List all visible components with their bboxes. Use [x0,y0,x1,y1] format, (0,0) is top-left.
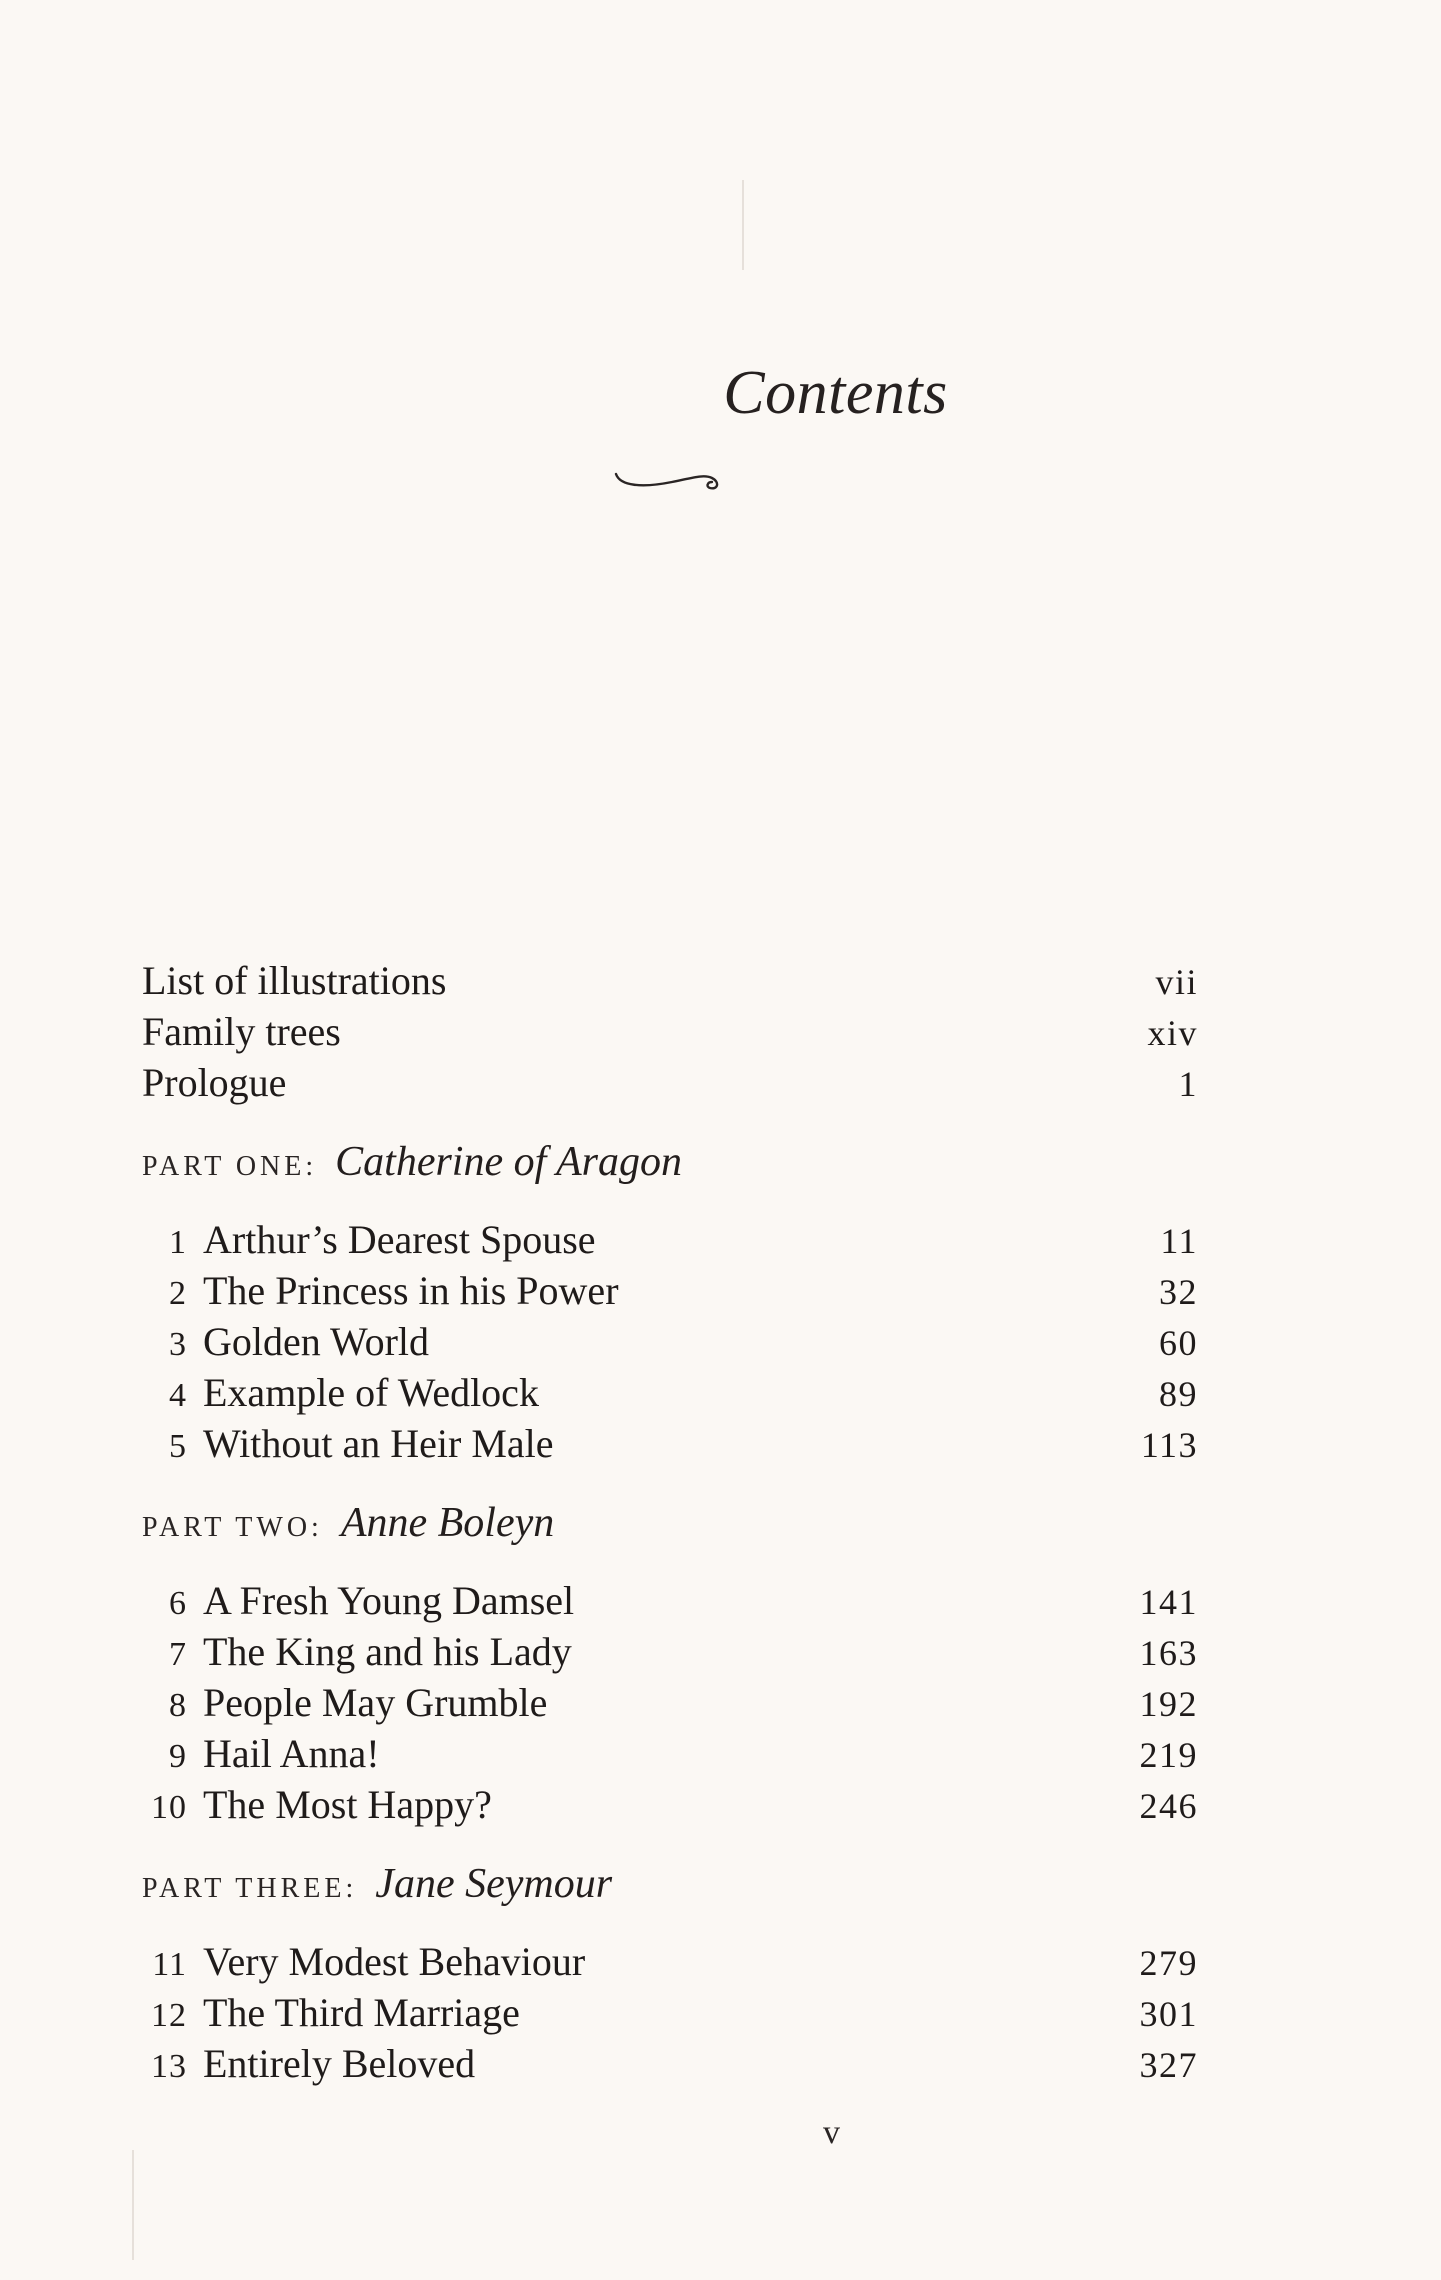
entry-page: xiv [1147,1013,1198,1053]
chapter-page: 163 [1139,1633,1198,1673]
chapter-page: 192 [1139,1684,1198,1724]
chapter-number: 13 [151,2048,187,2085]
chapter-entry[interactable] [142,1418,1200,1469]
chapter-page: 327 [1139,2045,1198,2085]
chapter-page: 89 [1159,1374,1198,1414]
chapter-title: People May Grumble [203,1680,548,1725]
chapter-entry[interactable] [142,1626,1200,1677]
chapter-number: 11 [152,1946,187,1983]
chapter-page: 219 [1139,1735,1198,1775]
toc-entry-illustrations[interactable] [142,955,1200,1006]
scan-artifact [742,180,744,270]
chapter-entry[interactable] [142,1214,1200,1265]
chapter-number: 12 [151,1997,187,2034]
part-label: PART TWO: [142,1512,323,1543]
chapter-number: 6 [169,1585,187,1622]
chapter-entry[interactable] [142,1936,1200,1987]
chapter-page: 11 [1160,1221,1198,1261]
chapter-number: 2 [169,1275,187,1312]
chapter-page: 279 [1139,1943,1198,1983]
chapter-entry[interactable] [142,2038,1200,2089]
chapter-entry[interactable] [142,1987,1200,2038]
part-label: PART ONE: [142,1151,318,1182]
chapter-title: The Third Marriage [203,1990,520,2035]
chapter-entry[interactable] [142,1367,1200,1418]
chapter-title: Entirely Beloved [203,2041,476,2086]
part-heading [142,1495,1200,1551]
page-number: v [823,2114,840,2151]
chapter-page: 141 [1139,1582,1198,1622]
chapter-number: 9 [169,1738,187,1775]
chapter-page: 32 [1159,1272,1198,1312]
entry-title: Prologue [142,1060,287,1105]
page-title: Contents [723,359,948,427]
part-heading [142,1856,1200,1912]
part-name: Catherine of Aragon [335,1139,683,1185]
chapter-number: 3 [169,1326,187,1363]
chapter-title: The Princess in his Power [203,1268,619,1313]
flourish-ornament [612,464,732,498]
chapter-title: Example of Wedlock [203,1370,539,1415]
chapter-number: 7 [169,1636,187,1673]
chapter-number: 4 [169,1377,187,1414]
chapter-title: Arthur’s Dearest Spouse [203,1217,596,1262]
part-label: PART THREE: [142,1873,358,1904]
chapter-title: The King and his Lady [203,1629,572,1674]
chapter-title: Hail Anna! [203,1731,380,1776]
chapter-entry[interactable] [142,1575,1200,1626]
chapter-entry[interactable] [142,1779,1200,1830]
toc-entry-family-trees[interactable] [142,1006,1200,1057]
chapter-entry[interactable] [142,1728,1200,1779]
scan-artifact [132,2150,134,2260]
chapter-page: 113 [1140,1425,1198,1465]
part-name: Anne Boleyn [340,1500,555,1546]
entry-page: vii [1155,962,1198,1002]
chapter-number: 5 [169,1428,187,1465]
chapter-entry[interactable] [142,1316,1200,1367]
chapter-title: Very Modest Behaviour [203,1939,586,1984]
chapter-title: The Most Happy? [203,1782,492,1827]
chapter-number: 8 [169,1687,187,1724]
chapter-page: 246 [1139,1786,1198,1826]
part-heading [142,1134,1200,1190]
part-name: Jane Seymour [375,1861,613,1907]
chapter-title: Without an Heir Male [203,1421,554,1466]
chapter-page: 301 [1139,1994,1198,2034]
entry-title: List of illustrations [142,958,447,1003]
chapter-page: 60 [1159,1323,1198,1363]
entry-page: 1 [1178,1064,1198,1104]
chapter-entry[interactable] [142,1677,1200,1728]
toc-entry-prologue[interactable] [142,1057,1200,1108]
table-of-contents [142,955,1200,2089]
chapter-entry[interactable] [142,1265,1200,1316]
chapter-number: 1 [169,1224,187,1261]
chapter-number: 10 [151,1789,187,1826]
chapter-title: Golden World [203,1319,430,1364]
entry-title: Family trees [142,1009,341,1054]
chapter-title: A Fresh Young Damsel [203,1578,575,1623]
